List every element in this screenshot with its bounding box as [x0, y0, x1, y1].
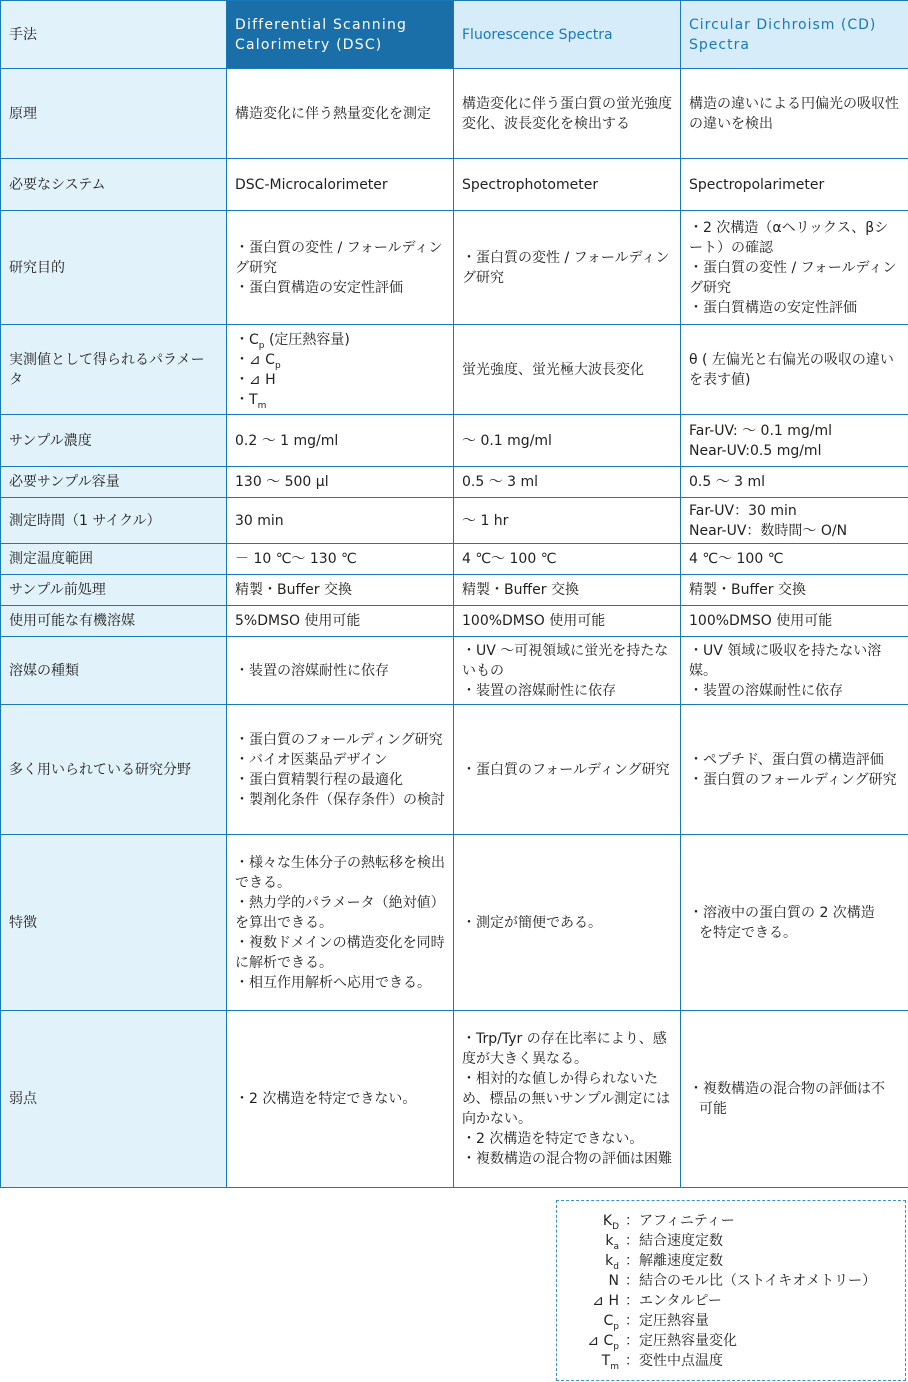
cell-system-cd: Spectropolarimeter	[681, 159, 908, 211]
legend-item-ka	[557, 1231, 907, 1251]
label-volume: 必要サンプル容量	[1, 467, 227, 498]
row-system	[1, 159, 908, 211]
row-temperature	[1, 544, 908, 575]
row-purpose	[1, 211, 908, 325]
label-params: 実測値として得られるパラメータ	[1, 325, 227, 415]
features-dsc-line: ・熱力学的パラメータ（絶対値）を算出できる。	[235, 894, 445, 931]
header-method-label: 手法	[1, 1, 227, 69]
legend-item-delta-cp	[557, 1331, 907, 1351]
concentration-cd-line: Near-UV:0.5 mg/ml	[689, 442, 822, 459]
param-delta-h: ・⊿ H	[235, 371, 276, 388]
cell-solvent-type-fluorescence	[454, 637, 681, 705]
label-prep: サンプル前処理	[1, 575, 227, 606]
cell-purpose-fluorescence	[454, 211, 681, 325]
cell-concentration-dsc: 0.2 ～ 1 mg/ml	[227, 415, 454, 467]
cell-system-fluorescence: Spectrophotometer	[454, 159, 681, 211]
header-dsc: Differential Scanning Calorimetry (DSC)	[227, 1, 454, 69]
features-cd-line: を特定できる。	[699, 924, 797, 941]
legend-symbol: N	[608, 1273, 619, 1289]
fields-dsc-line: ・蛋白質精製行程の最適化	[235, 771, 403, 788]
cell-prep-cd: 精製・Buffer 交換	[681, 575, 908, 606]
purpose-cd-line: ・2 次構造（αヘリックス、βシート）の確認	[689, 219, 889, 256]
label-system: 必要なシステム	[1, 159, 227, 211]
legend-description: ：定圧熱容量	[625, 1313, 709, 1329]
legend-symbol: $k_d$	[605, 1253, 619, 1272]
fields-fluorescence-line: ・蛋白質のフォールディング研究	[462, 761, 670, 778]
cell-fields-cd	[681, 705, 908, 835]
legend-description: ：エンタルピー	[625, 1293, 722, 1309]
row-features	[1, 835, 908, 1011]
label-solvent-type: 溶媒の種類	[1, 637, 227, 705]
legend-item-kd	[557, 1211, 907, 1231]
cell-time-cd	[681, 498, 908, 544]
label-solvent: 使用可能な有機溶媒	[1, 606, 227, 637]
legend-description: ：アフィニティー	[625, 1213, 735, 1229]
legend-symbol: $K_D$	[602, 1213, 619, 1232]
cell-fields-dsc	[227, 705, 454, 835]
cell-solvent-type-cd	[681, 637, 908, 705]
row-time	[1, 498, 908, 544]
cell-volume-dsc: 130 ～ 500 µl	[227, 467, 454, 498]
legend-symbol: $k_a$	[605, 1233, 619, 1252]
purpose-cd-line: ・蛋白質の変性 / フォールディング研究	[689, 259, 897, 296]
label-weakness: 弱点	[1, 1011, 227, 1188]
cell-prep-dsc: 精製・Buffer 交換	[227, 575, 454, 606]
row-concentration	[1, 415, 908, 467]
label-principle: 原理	[1, 69, 227, 159]
purpose-dsc-line: ・蛋白質構造の安定性評価	[235, 279, 403, 296]
row-params	[1, 325, 908, 415]
weakness-fluorescence-line: ・2 次構造を特定できない。	[462, 1131, 644, 1147]
label-fields: 多く用いられている研究分野	[1, 705, 227, 835]
label-features: 特徴	[1, 835, 227, 1011]
param-cp: ・$C_p$ (定圧熱容量)	[235, 331, 350, 351]
solvent-type-fluorescence-line: ・UV ～可視領域に蛍光を持たないもの	[462, 642, 669, 679]
solvent-type-cd-line: ・装置の溶媒耐性に依存	[689, 682, 843, 699]
row-fields	[1, 705, 908, 835]
cell-solvent-fluorescence: 100%DMSO 使用可能	[454, 606, 681, 637]
purpose-cd-line: ・蛋白質構造の安定性評価	[689, 299, 857, 316]
label-purpose: 研究目的	[1, 211, 227, 325]
weakness-cd-line: ・複数構造の混合物の評価は不	[689, 1081, 885, 1097]
cell-solvent-type-dsc	[227, 637, 454, 705]
features-cd-line: ・溶液中の蛋白質の 2 次構造	[689, 904, 875, 921]
cell-weakness-dsc	[227, 1011, 454, 1188]
solvent-type-dsc-line: ・装置の溶媒耐性に依存	[235, 662, 389, 679]
purpose-fluorescence-line: ・蛋白質の変性 / フォールディング研究	[462, 249, 670, 286]
row-prep	[1, 575, 908, 606]
weakness-fluorescence-line: ・相対的な値しか得られないため、標品の無いサンプル測定には向かない。	[462, 1071, 671, 1127]
legend-description: ：変性中点温度	[625, 1353, 723, 1369]
legend-item-tm	[557, 1351, 907, 1371]
header-cd: Circular Dichroism (CD) Spectra	[681, 1, 908, 69]
time-cd-line: Far-UV：30 min	[689, 502, 797, 519]
cell-features-cd	[681, 835, 908, 1011]
label-time: 測定時間（1 サイクル）	[1, 498, 227, 544]
cell-weakness-cd	[681, 1011, 908, 1188]
concentration-cd-line: Far-UV: ～ 0.1 mg/ml	[689, 422, 833, 439]
header-row	[1, 1, 908, 69]
features-dsc-line: ・様々な生体分子の熱転移を検出できる。	[235, 854, 445, 891]
fields-dsc-line: ・バイオ医薬品デザイン	[235, 751, 388, 768]
features-fluorescence-line: ・測定が簡便である。	[462, 914, 602, 931]
legend-description: ：解離速度定数	[625, 1253, 723, 1269]
legend-symbol: $T_m$	[601, 1353, 619, 1372]
features-dsc-line: ・相互作用解析へ応用できる。	[235, 974, 431, 991]
solvent-type-cd-line: ・UV 領域に吸収を持たない溶媒。	[689, 642, 882, 679]
time-cd-line: Near-UV：数時間～ O/N	[689, 522, 848, 539]
row-principle	[1, 69, 908, 159]
cell-principle-dsc: 構造変化に伴う熱量変化を測定	[227, 69, 454, 159]
cell-fields-fluorescence	[454, 705, 681, 835]
solvent-type-fluorescence-line: ・装置の溶媒耐性に依存	[462, 682, 616, 699]
label-temperature: 測定温度範囲	[1, 544, 227, 575]
cell-params-dsc	[227, 325, 454, 415]
cell-system-dsc: DSC-Microcalorimeter	[227, 159, 454, 211]
legend-symbol: ⊿ H	[592, 1293, 619, 1309]
weakness-cd-line: 可能	[699, 1101, 727, 1117]
cell-principle-cd: 構造の違いによる円偏光の吸収性の違いを検出	[681, 69, 908, 159]
cell-weakness-fluorescence	[454, 1011, 681, 1188]
header-fluorescence: Fluorescence Spectra	[454, 1, 681, 69]
legend-description: ：結合速度定数	[625, 1233, 723, 1249]
cell-time-fluorescence: ～ 1 hr	[454, 498, 681, 544]
cell-params-fluorescence: 蛍光強度、蛍光極大波長変化	[454, 325, 681, 415]
legend-description: ：結合のモル比（ストイキオメトリー）	[625, 1273, 877, 1289]
label-concentration: サンプル濃度	[1, 415, 227, 467]
legend-item-delta-h	[557, 1291, 907, 1311]
cell-temperature-fluorescence: 4 ℃～ 100 ℃	[454, 544, 681, 575]
cell-temperature-cd: 4 ℃～ 100 ℃	[681, 544, 908, 575]
legend-symbol: $C_p$	[603, 1313, 619, 1332]
cell-volume-fluorescence: 0.5 ～ 3 ml	[454, 467, 681, 498]
cell-purpose-cd	[681, 211, 908, 325]
purpose-dsc-line: ・蛋白質の変性 / フォールディング研究	[235, 239, 443, 276]
weakness-dsc-line: ・2 次構造を特定できない。	[235, 1091, 417, 1107]
cell-purpose-dsc	[227, 211, 454, 325]
legend-item-n	[557, 1271, 907, 1291]
row-weakness	[1, 1011, 908, 1188]
fields-cd-line: ・蛋白質のフォールディング研究	[689, 771, 897, 788]
legend-item-kd-dissociation	[557, 1251, 907, 1271]
cell-solvent-cd: 100%DMSO 使用可能	[681, 606, 908, 637]
cell-temperature-dsc: － 10 ℃～ 130 ℃	[227, 544, 454, 575]
legend-description: ：定圧熱容量変化	[625, 1333, 737, 1349]
param-tm: ・$T_m$	[235, 391, 267, 411]
fields-dsc-line: ・蛋白質のフォールディング研究	[235, 731, 443, 748]
cell-solvent-dsc: 5%DMSO 使用可能	[227, 606, 454, 637]
row-volume	[1, 467, 908, 498]
cell-features-dsc	[227, 835, 454, 1011]
param-delta-cp: ・⊿ $C_p$	[235, 351, 281, 371]
legend-item-cp	[557, 1311, 907, 1331]
cell-principle-fluorescence: 構造変化に伴う蛋白質の蛍光強度変化、波長変化を検出する	[454, 69, 681, 159]
row-solvent-type	[1, 637, 908, 705]
cell-features-fluorescence	[454, 835, 681, 1011]
row-solvent	[1, 606, 908, 637]
fields-dsc-line: ・製剤化条件（保存条件）の検討	[235, 791, 445, 808]
cell-concentration-cd	[681, 415, 908, 467]
cell-volume-cd: 0.5 ～ 3 ml	[681, 467, 908, 498]
features-dsc-line: ・複数ドメインの構造変化を同時に解析できる。	[235, 934, 445, 971]
cell-params-cd: θ ( 左偏光と右偏光の吸収の違いを表す値)	[681, 325, 908, 415]
cell-time-dsc: 30 min	[227, 498, 454, 544]
cell-concentration-fluorescence: ～ 0.1 mg/ml	[454, 415, 681, 467]
legend-symbol: ⊿ $C_p$	[587, 1333, 619, 1352]
symbol-legend	[556, 1200, 906, 1381]
weakness-fluorescence-line: ・Trp/Tyr の存在比率により、感度が大きく異なる。	[462, 1031, 667, 1067]
weakness-fluorescence-line: ・複数構造の混合物の評価は困難	[462, 1151, 672, 1167]
cell-prep-fluorescence: 精製・Buffer 交換	[454, 575, 681, 606]
fields-cd-line: ・ペプチド、蛋白質の構造評価	[689, 751, 884, 768]
